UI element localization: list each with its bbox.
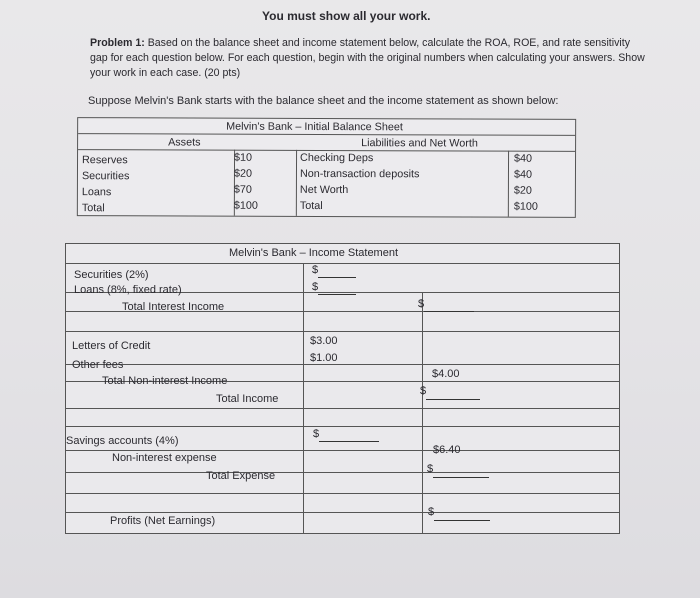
problem-label: Problem 1: <box>90 37 145 49</box>
divider <box>303 263 304 533</box>
divider <box>66 512 619 513</box>
answer-blank[interactable] <box>319 441 379 442</box>
page-header: You must show all your work. <box>262 9 431 23</box>
dollar-sign: $ <box>312 281 319 293</box>
liability-value: $100 <box>513 200 538 213</box>
answer-blank[interactable] <box>434 520 490 521</box>
liability-value: $40 <box>514 152 533 165</box>
liabilities-header: Liabilities and Net Worth <box>361 137 478 150</box>
problem-text: Based on the balance sheet and income statement below, calculate the ROA, ROE, and rate sensitivity gap for each question below. For each question, begin with the original numbers when calculating your answers. Show your work in each case. (20 pts) <box>90 37 645 79</box>
answer-blank[interactable] <box>318 277 356 278</box>
liability-label: Net Worth <box>299 183 349 197</box>
total-interest-income-label: Total Interest Income <box>122 301 225 313</box>
asset-value: $20 <box>233 167 253 180</box>
liability-label: Total <box>299 199 323 212</box>
income-statement-table <box>65 243 620 534</box>
problem-statement <box>90 36 650 81</box>
income-statement-title: Melvin's Bank – Income Statement <box>229 247 399 259</box>
balance-sheet-table <box>77 117 576 218</box>
dollar-sign: $ <box>427 463 434 475</box>
liability-label: Non-transaction deposits <box>299 167 420 181</box>
divider <box>66 364 619 365</box>
dollar-sign: $ <box>420 385 427 397</box>
divider <box>66 450 619 451</box>
divider <box>78 133 575 136</box>
asset-value: $10 <box>234 151 253 164</box>
profits-label: Profits (Net Earnings) <box>110 515 216 527</box>
liability-value: $40 <box>513 168 533 181</box>
answer-blank[interactable] <box>433 477 489 478</box>
divider <box>66 331 619 332</box>
divider <box>422 292 423 533</box>
asset-label: Securities <box>81 170 130 183</box>
assets-header: Assets <box>168 136 201 149</box>
letters-of-credit-label: Letters of Credit <box>72 340 151 352</box>
other-fees-value: $1.00 <box>310 352 338 364</box>
balance-sheet-title: Melvin's Bank – Initial Balance Sheet <box>226 120 403 134</box>
divider <box>66 263 619 264</box>
total-noninterest-income-value: $4.00 <box>432 368 460 380</box>
divider <box>508 151 509 217</box>
other-fees-label: Other fees <box>72 359 124 371</box>
dollar-sign: $ <box>313 428 320 440</box>
dollar-sign: $ <box>312 264 319 276</box>
asset-label: Reserves <box>82 154 128 167</box>
divider <box>296 150 297 216</box>
asset-label: Loans <box>81 186 112 199</box>
answer-blank[interactable] <box>318 294 356 295</box>
answer-blank[interactable] <box>424 311 474 312</box>
intro-text: Suppose Melvin's Bank starts with the balance sheet and the income statement as shown below: <box>88 95 559 107</box>
answer-blank[interactable] <box>426 399 480 400</box>
dollar-sign: $ <box>428 506 435 518</box>
asset-value: $70 <box>233 183 252 196</box>
asset-value: $100 <box>233 199 258 212</box>
divider <box>66 426 619 427</box>
divider <box>66 472 619 473</box>
divider <box>66 408 619 409</box>
dollar-sign: $ <box>418 298 425 310</box>
total-noninterest-income-label: Total Non-interest Income <box>102 375 228 387</box>
loans-label: Loans (8%, fixed rate) <box>74 284 182 296</box>
asset-label: Total <box>81 202 105 215</box>
noninterest-expense-label: Non-interest expense <box>112 452 217 464</box>
noninterest-expense-value: $6.40 <box>433 444 461 456</box>
divider <box>66 493 619 494</box>
securities-label: Securities (2%) <box>74 269 149 281</box>
total-expense-label: Total Expense <box>206 470 276 482</box>
savings-accounts-label: Savings accounts (4%) <box>66 435 179 447</box>
liability-value: $20 <box>513 184 532 197</box>
letters-of-credit-value: $3.00 <box>310 335 338 347</box>
liability-label: Checking Deps <box>300 151 374 165</box>
total-income-label: Total Income <box>216 393 279 405</box>
